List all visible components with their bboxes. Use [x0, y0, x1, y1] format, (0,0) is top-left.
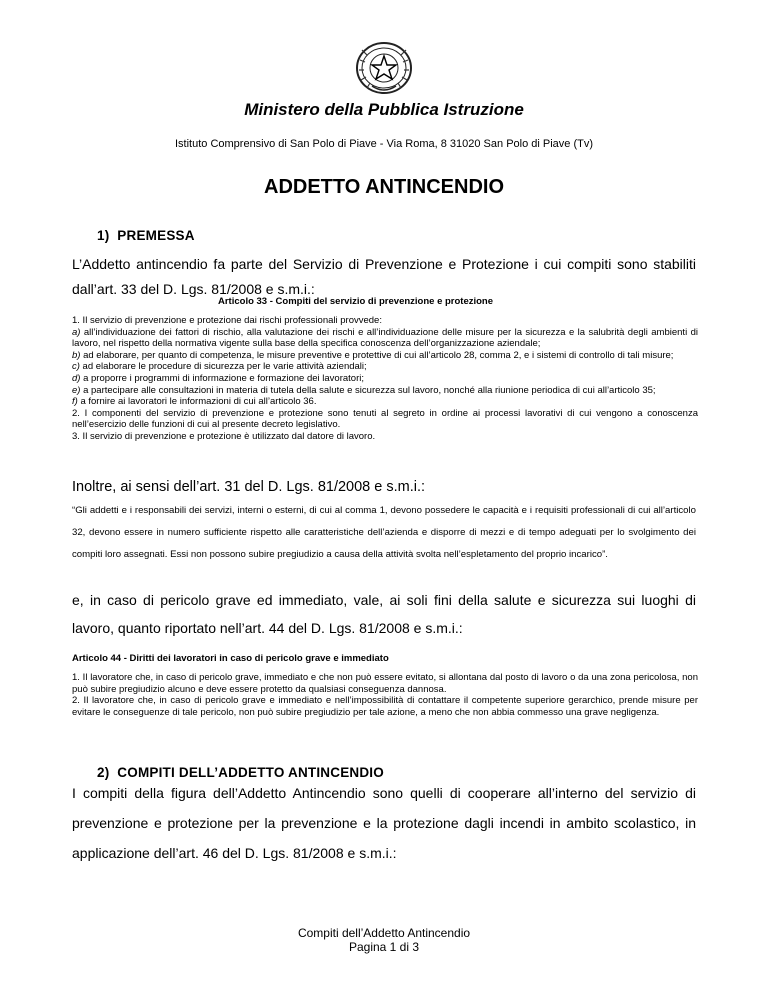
article-33-paragraph-2: 2. I componenti del servizio di prevenzione e protezione sono tenuti al segreto in ordine ai processi lavorativi di cui vengono a conoscenza nell’esercizio delle funzioni di cui al presente decreto legislativo. — [72, 407, 698, 431]
article-31-quote: “Gli addetti e i responsabili dei servizi, interni o esterni, di cui al comma 1, devono possedere le capacità e i requisiti professionali di cui all’articolo 32, devono essere in numero sufficiente rispetto alle caratteristiche dell’azienda e disporre di mezzi e di tempo adeguati per lo svolgimento dei compiti loro assegnati. Essi non possono subire pregiudizio a causa della attività svolta nell’espletamento del proprio incarico”. — [72, 505, 696, 560]
article-44-intro: e, in caso di pericolo grave ed immediato, vale, ai soli fini della salute e sicurezza sui luoghi di lavoro, quanto riportato nell’art. 44 del D. Lgs. 81/2008 e s.m.i.: — [72, 592, 696, 636]
article-44-paragraph-2: 2. Il lavoratore che, in caso di pericolo grave e immediato e nell’impossibilità di contattare il competente superiore gerarchico, prende misure per evitare le conseguenze di tale pericolo, non può subire pregiudizio per tale azione, a meno che non abbia commesso una grave negligenza. — [72, 695, 698, 718]
page-footer — [0, 926, 768, 954]
article-33-item-d: d) a proporre i programmi di informazione e formazione dei lavoratori; — [72, 372, 364, 384]
article-33-item-c: c) ad elaborare le procedure di sicurezza per le varie attività aziendali; — [72, 361, 367, 373]
footer-page-number: Pagina 1 di 3 — [348, 940, 420, 954]
article-44-text — [72, 672, 698, 718]
compiti-paragraph: I compiti della figura dell’Addetto Antincendio sono quelli di cooperare all’interno del servizio di prevenzione e protezione per la prevenzione e la protezione dagli incendi in ambito scolastico, in applicazione dell’art. 46 del D. Lgs. 81/2008 e s.m.i.: — [72, 785, 696, 861]
ministry-name: Ministero della Pubblica Istruzione — [244, 100, 524, 119]
section-heading-premessa: 1) PREMESSA — [97, 228, 195, 243]
article-33-item-a: a) all’individuazione dei fattori di rischio, alla valutazione dei rischi e all’individuazione delle misure per la sicurezza e la salubrità degli ambienti di lavoro, nel rispetto della normativa vigente sulla base della specifica conoscenza dell’organizzazione aziendale; — [72, 326, 698, 350]
document-title: ADDETTO ANTINCENDIO — [264, 176, 504, 198]
institute-address: Istituto Comprensivo di San Polo di Piave - Via Roma, 8 31020 San Polo di Piave (Tv) — [174, 138, 593, 150]
footer-document-name: Compiti dell’Addetto Antincendio — [297, 926, 471, 940]
article-33-item-b: b) ad elaborare, per quanto di competenza, le misure preventive e protettive di cui all’articolo 28, comma 2, e i sistemi di controllo di tali misure; — [72, 349, 674, 361]
article-33-title: Articolo 33 - Compiti del servizio di prevenzione e protezione — [218, 296, 494, 307]
article-33-paragraph-3: 3. Il servizio di prevenzione e protezione è utilizzato dal datore di lavoro. — [72, 430, 376, 442]
intro-paragraph: L’Addetto antincendio fa parte del Servizio di Prevenzione e Protezione i cui compiti sono stabiliti dall’art. 33 del D. Lgs. 81/2008 e s.m.i.: — [72, 256, 696, 297]
italian-republic-emblem-icon — [354, 40, 414, 96]
article-33-paragraph-1: 1. Il servizio di prevenzione e protezione dai rischi professionali provvede: — [72, 315, 382, 326]
article-44-paragraph-1: 1. Il lavoratore che, in caso di pericolo grave, immediato e che non può essere evitato, si allontana dal posto di lavoro o da una zona pericolosa, non può subire pregiudizio alcuno e deve essere protetto da qualsiasi conseguenza dannosa. — [72, 672, 698, 695]
article-33-item-f: f) a fornire ai lavoratori le informazioni di cui all’articolo 36. — [72, 396, 317, 408]
article-31-intro: Inoltre, ai sensi dell’art. 31 del D. Lgs. 81/2008 e s.m.i.: — [72, 479, 426, 495]
article-33-text — [72, 315, 698, 443]
section-heading-compiti: 2) COMPITI DELL’ADDETTO ANTINCENDIO — [97, 765, 384, 780]
article-44-title: Articolo 44 - Diritti dei lavoratori in caso di pericolo grave e immediato — [72, 653, 389, 664]
article-33-item-e: e) a partecipare alle consultazioni in materia di tutela della salute e sicurezza sul lavoro, nonché alla riunione periodica di cui all’articolo 35; — [72, 384, 656, 396]
